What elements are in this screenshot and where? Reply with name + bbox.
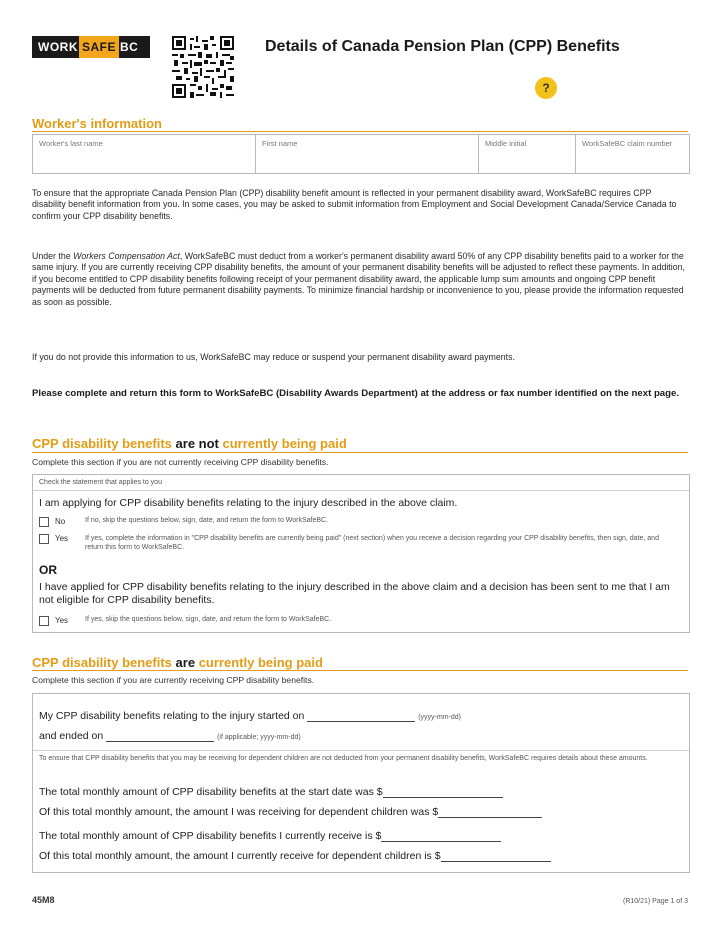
start-total-input[interactable] (383, 786, 503, 798)
form-number: 45M8 (32, 895, 55, 905)
paid-heading-c: currently being paid (198, 655, 323, 670)
worker-info-fields (32, 134, 690, 174)
end-date-input[interactable] (106, 730, 214, 742)
start-date-row (39, 710, 679, 722)
not-paid-heading-b: are not (175, 436, 219, 451)
applying-question: I am applying for CPP disability benefits relating to the injury described in the above claim. (39, 497, 458, 509)
not-eligible-yes-label: Yes (55, 616, 69, 625)
start-total-text: The total monthly amount of CPP disability benefits at the start date was $ (39, 786, 383, 798)
worker-info-heading: Worker's information (32, 116, 162, 131)
check-note: Check the statement that applies to you (39, 479, 162, 486)
not-eligible-question: I have applied for CPP disability benefits relating to the injury described in the above claim and a decision has been sent to me that I am not eligible for CPP disability benefits. (39, 581, 670, 606)
applying-yes-option[interactable] (39, 534, 679, 552)
applying-yes-text: If yes, complete the information in "CPP disability benefits are currently being paid" (next section) when you receive a decision regarding your CPP disability benefits, then sign, date, and return this form to WorkSafeBC. (85, 535, 659, 551)
or-separator: OR (39, 563, 57, 577)
start-children-text: Of this total monthly amount, the amount I was receiving for dependent children was $ (39, 806, 439, 818)
not-paid-heading-a: CPP disability benefits (32, 436, 172, 451)
not-paid-rule (32, 452, 688, 453)
start-children-input[interactable] (438, 806, 542, 818)
logo-text-safe: SAFE (79, 36, 119, 58)
applying-no-text: If no, skip the questions below, sign, date, and return the form to WorkSafeBC. (85, 517, 329, 524)
not-eligible-yes-checkbox[interactable] (39, 616, 49, 626)
applying-no-option[interactable] (39, 517, 679, 527)
current-total-row (39, 830, 679, 842)
applying-yes-checkbox[interactable] (39, 534, 49, 544)
worker-info-rule (32, 131, 688, 132)
applying-no-label: No (55, 517, 66, 526)
not-eligible-yes-option[interactable] (39, 616, 679, 626)
worker-last-name-label: Worker's last name (39, 139, 103, 148)
start-total-row (39, 786, 679, 798)
first-name-label: First name (262, 139, 298, 148)
intro-p2-prefix: Under the (32, 251, 74, 261)
paid-heading-a: CPP disability benefits (32, 655, 172, 670)
language-help-icon[interactable]: ? (535, 77, 557, 99)
check-note-divider (33, 490, 689, 491)
end-date-text: and ended on (39, 730, 104, 742)
claim-number-field[interactable] (576, 135, 689, 173)
return-instructions: Please complete and return this form to WorkSafeBC (Disability Awards Department) at the address or fax number identified on the next page. (32, 388, 680, 399)
start-date-input[interactable] (307, 710, 415, 722)
qr-code-icon (172, 36, 234, 98)
current-children-row (39, 850, 679, 862)
logo-text-work: WORK (38, 40, 78, 54)
middle-initial-label: Middle initial (485, 139, 527, 148)
paid-note-divider (33, 750, 689, 751)
current-total-input[interactable] (381, 830, 501, 842)
paid-heading-b: are (175, 655, 196, 670)
first-name-field[interactable] (256, 135, 479, 173)
dependent-children-note: To ensure that CPP disability benefits that you may be receiving for dependent children are not deducted from your permanent disability benefits, WorkSafeBC requires details about these amounts. (39, 755, 648, 762)
applying-yes-label: Yes (55, 534, 69, 543)
end-date-hint: (if applicable; yyyy-mm-dd) (217, 734, 301, 741)
applying-no-checkbox[interactable] (39, 517, 49, 527)
current-total-text: The total monthly amount of CPP disability benefits I currently receive is $ (39, 830, 382, 842)
page-title: Details of Canada Pension Plan (CPP) Benefits (265, 38, 620, 55)
paid-instruction: Complete this section if you are currently receiving CPP disability benefits. (32, 675, 315, 685)
intro-paragraph-3: If you do not provide this information to us, WorkSafeBC may reduce or suspend your permanent disability award payments. (32, 352, 515, 362)
start-children-row (39, 806, 679, 818)
current-children-input[interactable] (441, 850, 551, 862)
not-paid-heading-c: currently being paid (222, 436, 347, 451)
paid-rule (32, 670, 688, 671)
not-paid-heading (32, 436, 347, 451)
intro-p2-rest: , WorkSafeBC must deduct from a worker's permanent disability award 50% of any CPP disability benefits paid to a worker for the same injury. If you are currently receiving CPP disability benefits, the amount of your permanent disability benefits will be adjusted to reflect these payments. In addition, if you become entitled to CPP disability benefits following receipt of your permanent disability award, the applicable lump sum amounts and ongoing CPP benefit payments will be deducted from future permanent disability payments. To minimize financial hardship or inconvenience to you, please provide the information requested as soon as possible. (32, 251, 685, 307)
intro-paragraph-1: To ensure that the appropriate Canada Pension Plan (CPP) disability benefit amount is reflected in your permanent disability award, WorkSafeBC requires CPP disability benefit information from you. In some cases, you may be asked to submit information from Employment and Social Development Canada/Service Canada to confirm your CPP disability benefits. (32, 188, 677, 221)
intro-p2-act: Workers Compensation Act (73, 251, 180, 261)
worker-last-name-field[interactable] (33, 135, 256, 173)
not-paid-instruction: Complete this section if you are not currently receiving CPP disability benefits. (32, 457, 329, 467)
current-children-text: Of this total monthly amount, the amount I currently receive for dependent children is $ (39, 850, 441, 862)
start-date-text: My CPP disability benefits relating to the injury started on (39, 710, 305, 722)
middle-initial-field[interactable] (479, 135, 576, 173)
not-paid-box (32, 474, 690, 633)
page-info: (R10/21) Page 1 of 3 (623, 898, 688, 905)
end-date-row (39, 730, 679, 742)
start-date-hint: (yyyy-mm-dd) (418, 714, 461, 721)
paid-box (32, 693, 690, 873)
worksafebc-logo (32, 36, 150, 58)
not-eligible-yes-text: If yes, skip the questions below, sign, date, and return the form to WorkSafeBC. (85, 616, 332, 623)
claim-number-label: WorkSafeBC claim number (582, 139, 673, 148)
logo-text-bc: BC (120, 40, 139, 54)
intro-paragraph-2 (32, 251, 686, 308)
paid-heading (32, 655, 323, 670)
